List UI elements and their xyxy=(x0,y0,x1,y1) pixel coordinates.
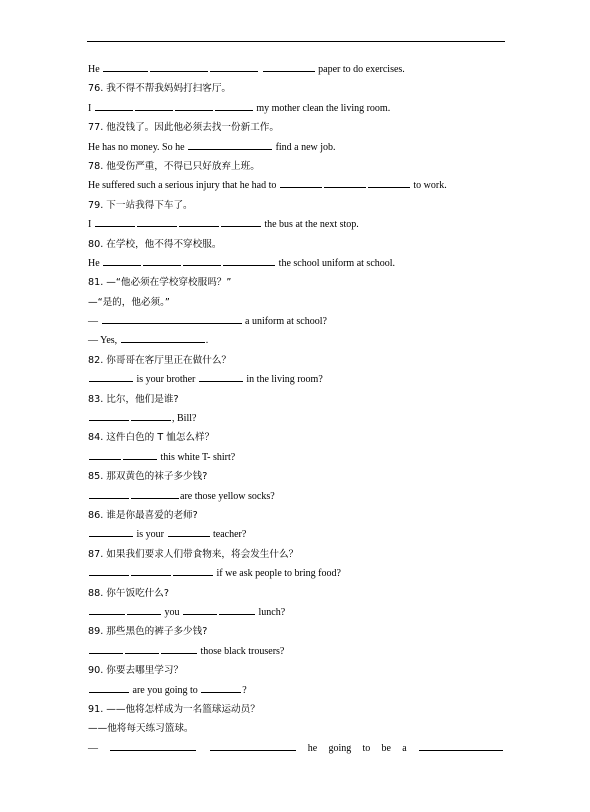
text-segment: 84. 这件白色的 T 恤怎么样？ xyxy=(88,432,215,444)
text-segment: He suffered such a serious injury that he had to xyxy=(88,180,279,192)
question-prompt xyxy=(88,118,504,137)
answer-blank[interactable] xyxy=(89,525,133,537)
question-prompt xyxy=(88,506,504,525)
text-segment: those black trousers? xyxy=(198,645,285,657)
answer-blank[interactable] xyxy=(89,642,123,654)
question-prompt xyxy=(88,293,504,312)
question-prompt xyxy=(88,584,504,603)
text-segment: a xyxy=(402,742,407,754)
answer-line xyxy=(88,487,504,506)
text-segment: I xyxy=(88,102,94,114)
text-segment: — xyxy=(88,316,101,328)
answer-blank[interactable] xyxy=(95,215,135,227)
answer-blank[interactable] xyxy=(188,138,272,150)
answer-line xyxy=(88,254,504,273)
text-segment: are you going to xyxy=(130,684,201,696)
text-segment: 76. 我不得不帮我妈妈打扫客厅。 xyxy=(88,83,232,95)
answer-blank[interactable] xyxy=(103,254,141,266)
text-segment xyxy=(259,64,262,75)
text-segment: — xyxy=(88,742,98,754)
answer-blank[interactable] xyxy=(263,60,315,72)
answer-blank[interactable] xyxy=(103,60,148,72)
answer-blank[interactable] xyxy=(135,99,173,111)
answer-line xyxy=(88,312,504,331)
text-segment: , Bill? xyxy=(172,413,197,425)
question-prompt xyxy=(88,622,504,641)
answer-blank[interactable] xyxy=(137,215,177,227)
question-prompt xyxy=(88,719,504,738)
text-segment: my mother clean the living room. xyxy=(253,102,391,114)
question-prompt xyxy=(88,196,504,215)
text-segment: be xyxy=(381,742,391,754)
answer-blank[interactable] xyxy=(121,331,205,343)
text-segment: ——他将每天练习篮球。 xyxy=(88,723,194,735)
question-prompt xyxy=(88,235,504,254)
answer-blank[interactable] xyxy=(89,603,125,615)
text-segment: the bus at the next stop. xyxy=(261,219,359,231)
answer-blank[interactable] xyxy=(280,176,322,188)
answer-blank[interactable] xyxy=(143,254,181,266)
answer-line xyxy=(88,525,504,544)
text-segment: 90. 你要去哪里学习？ xyxy=(88,665,184,677)
question-prompt xyxy=(88,351,504,370)
text-segment: 91. ——他将怎样成为一名篮球运动员？ xyxy=(88,703,260,715)
text-segment: 82. 你哥哥在客厅里正在做什么？ xyxy=(88,354,232,366)
header-rule xyxy=(87,41,505,42)
question-prompt xyxy=(88,79,504,98)
answer-blank[interactable] xyxy=(89,409,129,421)
answer-line xyxy=(88,681,504,700)
text-segment: 87. 如果我们要求人们带食物来，将会发生什么？ xyxy=(88,548,299,560)
answer-blank[interactable] xyxy=(89,487,129,499)
answer-blank[interactable] xyxy=(419,739,503,751)
answer-blank[interactable] xyxy=(201,681,241,693)
text-segment: He xyxy=(88,257,103,269)
answer-blank[interactable] xyxy=(89,564,129,576)
text-segment: the school uniform at school. xyxy=(276,257,396,269)
answer-line-justified xyxy=(88,739,504,758)
exercise-content xyxy=(88,60,504,758)
answer-blank[interactable] xyxy=(173,564,213,576)
text-segment: He has no money. So he xyxy=(88,141,188,153)
answer-blank[interactable] xyxy=(110,739,196,751)
text-segment: paper to do exercises. xyxy=(315,64,405,75)
answer-blank[interactable] xyxy=(199,370,243,382)
question-prompt xyxy=(88,273,504,292)
question-prompt xyxy=(88,157,504,176)
text-segment: 89. 那些黑色的裤子多少钱? xyxy=(88,626,208,638)
answer-blank[interactable] xyxy=(131,487,179,499)
answer-blank[interactable] xyxy=(150,60,208,72)
text-segment: 85. 那双黄色的袜子多少钱? xyxy=(88,471,208,483)
answer-line xyxy=(88,138,504,157)
text-segment: 80. 在学校，他不得不穿校服。 xyxy=(88,238,222,250)
answer-blank[interactable] xyxy=(183,603,217,615)
text-segment: 83. 比尔，他们是谁? xyxy=(88,393,179,405)
answer-line xyxy=(88,409,504,428)
text-segment: is your brother xyxy=(134,374,198,386)
answer-line xyxy=(88,564,504,583)
text-segment: — Yes, xyxy=(88,335,120,347)
answer-blank[interactable] xyxy=(131,564,171,576)
text-segment: . xyxy=(205,335,209,347)
answer-blank[interactable] xyxy=(223,254,275,266)
answer-blank[interactable] xyxy=(161,642,197,654)
text-segment: if we ask people to bring food? xyxy=(214,568,341,580)
answer-blank[interactable] xyxy=(168,525,210,537)
answer-line xyxy=(88,448,504,467)
answer-line xyxy=(88,642,504,661)
text-segment: 79. 下一站我得下车了。 xyxy=(88,199,193,211)
answer-line xyxy=(88,603,504,622)
text-segment: to work. xyxy=(410,180,447,192)
text-segment: 77. 他没钱了。因此他必须去找一份新工作。 xyxy=(88,122,279,134)
question-prompt xyxy=(88,700,504,719)
answer-blank[interactable] xyxy=(368,176,410,188)
answer-blank[interactable] xyxy=(131,409,171,421)
answer-blank[interactable] xyxy=(175,99,213,111)
answer-line xyxy=(88,215,504,234)
text-segment: to xyxy=(362,742,371,754)
answer-line xyxy=(88,176,504,195)
answer-blank[interactable] xyxy=(179,215,219,227)
answer-line xyxy=(88,60,504,79)
answer-blank[interactable] xyxy=(95,99,133,111)
answer-blank[interactable] xyxy=(89,681,129,693)
answer-blank[interactable] xyxy=(210,60,258,72)
question-prompt xyxy=(88,661,504,680)
text-segment: you xyxy=(162,606,182,618)
answer-blank[interactable] xyxy=(125,642,159,654)
answer-blank[interactable] xyxy=(123,448,157,460)
question-prompt xyxy=(88,545,504,564)
text-segment: ? xyxy=(242,684,247,696)
question-prompt xyxy=(88,467,504,486)
answer-blank[interactable] xyxy=(219,603,255,615)
answer-blank[interactable] xyxy=(215,99,253,111)
question-prompt xyxy=(88,390,504,409)
answer-blank[interactable] xyxy=(89,370,133,382)
text-segment: are those yellow socks? xyxy=(180,490,275,502)
text-segment: he xyxy=(307,742,318,754)
text-segment: in the living room? xyxy=(243,374,323,386)
answer-blank[interactable] xyxy=(210,739,296,751)
answer-blank[interactable] xyxy=(102,312,242,324)
text-segment: a uniform at school? xyxy=(242,316,327,328)
answer-blank[interactable] xyxy=(127,603,161,615)
text-segment: 78. 他受伤严重，不得已只好放弃上班。 xyxy=(88,160,260,172)
answer-line xyxy=(88,331,504,350)
answer-blank[interactable] xyxy=(183,254,221,266)
answer-line xyxy=(88,370,504,389)
text-segment: 88. 你午饭吃什么? xyxy=(88,587,169,599)
text-segment: lunch? xyxy=(256,606,286,618)
question-prompt xyxy=(88,428,504,447)
text-segment: this white T- shirt? xyxy=(158,451,236,463)
text-segment: going xyxy=(328,742,352,754)
text-segment: is your xyxy=(134,529,167,541)
answer-blank[interactable] xyxy=(324,176,366,188)
text-segment: He xyxy=(88,64,103,75)
answer-blank[interactable] xyxy=(221,215,261,227)
text-segment: 86. 谁是你最喜爱的老师? xyxy=(88,509,198,521)
answer-blank[interactable] xyxy=(89,448,121,460)
text-segment: I xyxy=(88,219,94,231)
text-segment: teacher? xyxy=(210,529,247,541)
answer-line xyxy=(88,99,504,118)
text-segment: find a new job. xyxy=(273,141,336,153)
text-segment: 81. —“他必须在学校穿校服吗？” xyxy=(88,277,232,289)
text-segment: —“是的，他必须。” xyxy=(88,296,170,308)
